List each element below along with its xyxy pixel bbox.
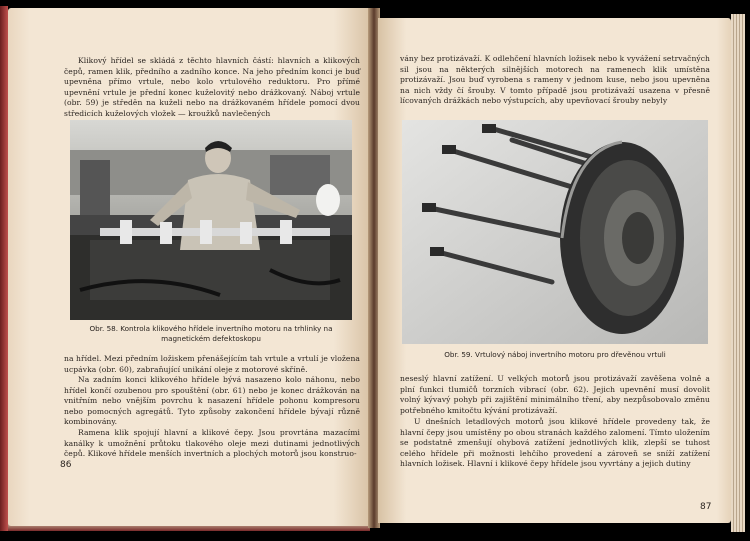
right-paragraph-bottom-2: U dnešních letadlových motorů jsou klikové hřídele provedeny tak, že hlavní čepy jsou umístěny po obou stranách každého zalomení. Tímto uložením se podstatně zmenšují ohybová zatížení jednotlivých klik, zlepší se tuhost celého hřídele při možnosti lehčího provedení a zároveň se sníží zatížení hlavních ložisek. Hlavní i klikové čepy hřídele jsou vyvrtány a jejich dutiny [400,417,710,469]
book-page-stack-right [731,14,745,532]
left-paragraph-top: Klikový hřídel se skládá z těchto hlavních částí: hlavních a klikových čepů, ramen klik, předního a zadního konce. Na jeho předním konci je buď upevněna přímo vrtule, nebo kolo vrtulového reduktoru. Pro přímé upevnění vrtule je přední konec kuželovitý nebo drážkovaný. Náboj vrtule (obr. 59) je středěn na kuželi nebo na drážkovaném hřídele pomocí dvou středicích kuželových vložek — kroužků navlečených [64,56,360,118]
right-page-number: 87 [700,502,712,512]
right-paragraph-bottom-1: neseslý hlavní zatížení. U velkých motorů jsou protizávaží zavěšena volně a plní funkci tlumičů torzních vibrací (obr. 62). Jejich upevnění musí dovolit volný kývavý pohyb při zajištění minimálního tření, aby nezpůsobovalo změnu potřebného kmitočtu kývání protizávaží. [400,374,710,415]
book-cover-left-edge [0,6,8,531]
left-paragraph-bottom-2: Na zadním konci klikového hřídele bývá nasazeno kolo náhonu, nebo hřídel končí ozubenou pro spouštění (obr. 61) nebo je konec drážkován na vnitřním nebo vnějším povrchu k nasazení hřídele pohonu kompresoru nebo pomocných agregátů. Tyto způsoby zakončení hřídele bývají různě kombinovány. [64,375,360,427]
left-page [8,8,370,526]
left-page-number: 86 [60,460,72,470]
right-page [378,18,731,523]
figure-58-caption: Obr. 58. Kontrola klikového hřídele invertního motoru na trhlinky na magnetickém defektoskopu [89,324,333,343]
left-paragraph-bottom-3: Ramena klik spojují hlavní a klikové čepy. Jsou provrtána mazacími kanálky k umožnění průtoku tlakového oleje mezi dutinami jednotlivých čepů. Klikové hřídele menších invertních a plochých motorů jsou konstruo- [64,428,360,459]
right-paragraph-top: vány bez protizávaží. K odlehčení hlavních ložisek nebo k vyvážení setrvačných sil jsou na některých silnějších motorech na ramenech klik umístěna protizávaží. Jsou buď vyrobena s rameny v jednom kuse, nebo jsou upevněna na nich vždy čí šrouby. V tomto případě jsou protizávaží usazena v přesně lícovaných drážkách nebo výstupcích, aby upevňovací šrouby nebyly [400,54,710,106]
figure-58-photo [70,120,352,320]
figure-59-caption: Obr. 59. Vrtulový náboj invertního motoru pro dřevěnou vrtuli [444,350,666,359]
figure-59-photo [402,120,708,344]
left-paragraph-bottom-1: na hřídel. Mezi předním ložiskem přenášejícím tah vrtule a vrtulí je vložena ucpávka (obr. 60), zabraňující unikání oleje z motorové skříně. [64,354,360,374]
